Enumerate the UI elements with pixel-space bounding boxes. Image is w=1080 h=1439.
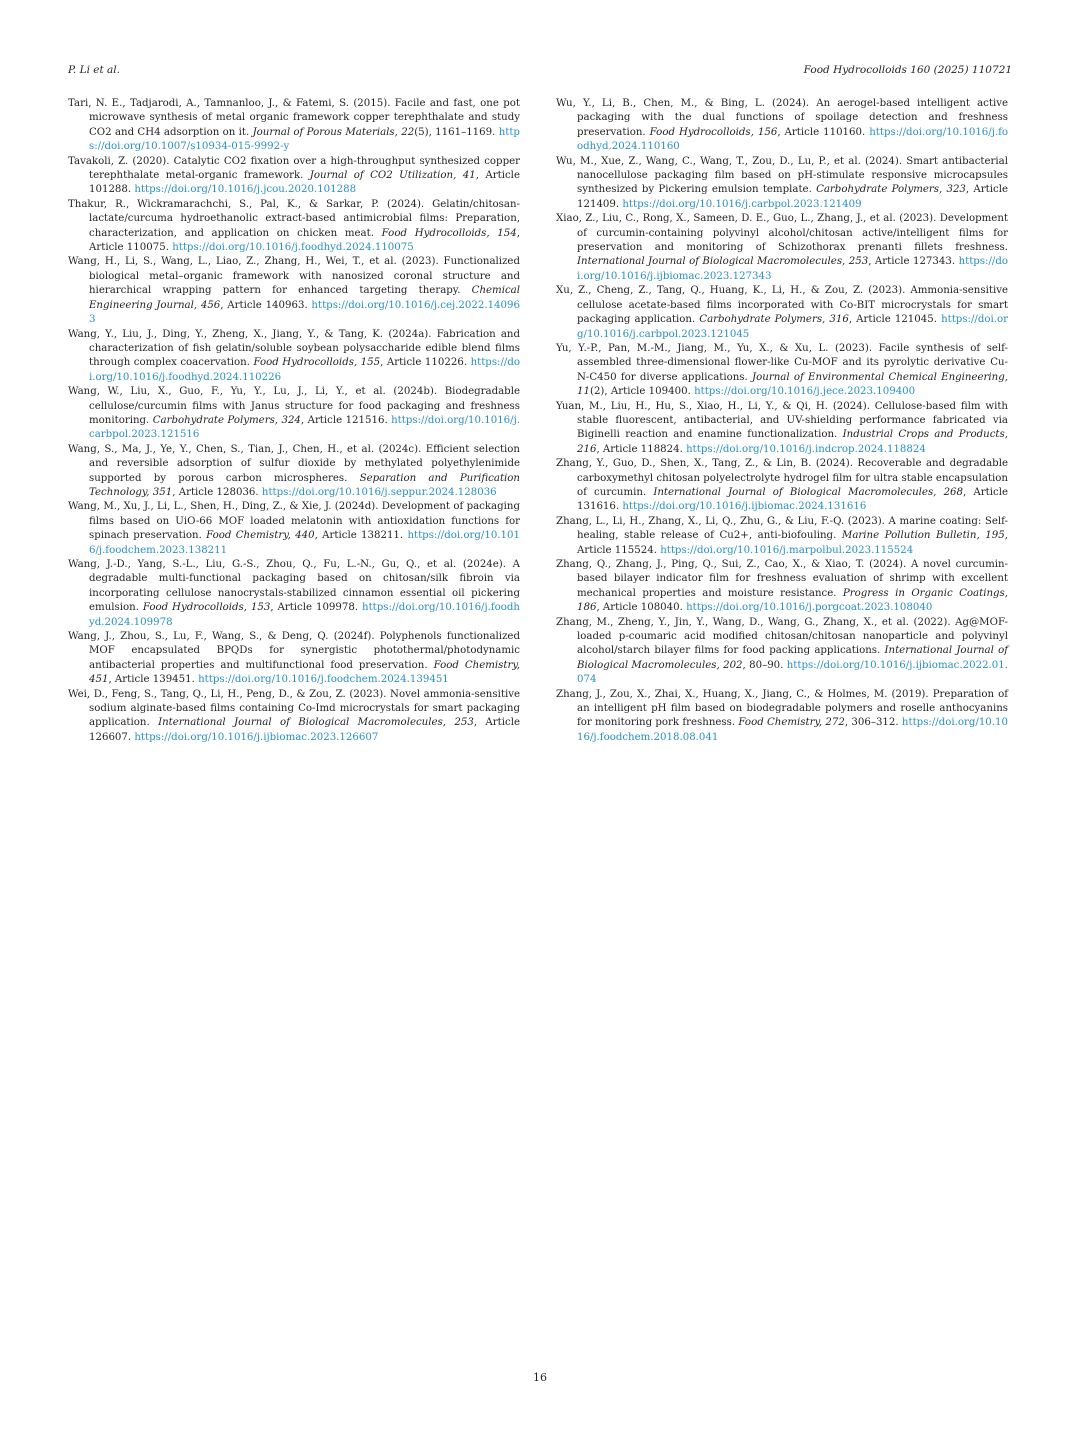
reference-doi-link[interactable]: https://doi.org/10.1016/j.jcou.2020.101288 xyxy=(134,184,357,196)
reference-authors-title: Yu, Y.-P., Pan, M.-M., Jiang, M., Yu, X., & Xu, L. (2023). Facile synthesis of self-assembled three-dimensional flower-like Cu-MOF and its pyrolytic derivative Cu-N-C450 for diverse applications. xyxy=(556,342,1008,383)
reference-doi-link[interactable]: https://doi.org/10.1016/j.foodchem.2023.138211 xyxy=(89,530,520,556)
reference-doi-link[interactable]: https://doi.org/10.1016/j.foodhyd.2024.110160 xyxy=(577,126,1009,153)
reference-pages: , Article 110160. xyxy=(777,126,870,138)
reference-entry xyxy=(68,328,520,386)
reference-authors-title: Zhang, L., Li, H., Zhang, X., Li, Q., Zhu, G., & Liu, F.-Q. (2023). A marine coating: Self-healing, stable release of Cu2+, anti-biofouling. xyxy=(556,515,1008,542)
reference-authors-title: Zhang, M., Zheng, Y., Jin, Y., Wang, D., Wang, G., Zhang, X., et al. (2022). Ag@MOF-loaded p-coumaric acid modified chitosan/chitosan nanoparticle and polyvinyl alcohol/starch bilayer films for food packing applications. xyxy=(556,616,1008,657)
reference-doi-link[interactable]: https://doi.org/10.1016/j.ijbiomac.2023.127343 xyxy=(577,256,1009,282)
reference-authors-title: Wang, W., Liu, X., Guo, F., Yu, Y., Lu, J., Li, Y., et al. (2024b). Biodegradable cellulose/curcumin films with Janus structure for food packaging and freshness monitoring. xyxy=(68,386,520,426)
reference-journal: Food Chemistry, 451 xyxy=(89,659,521,686)
reference-pages: , Article 126607. xyxy=(89,717,520,743)
reference-pages: , Article 127343. xyxy=(868,256,959,268)
reference-doi-link[interactable]: https://doi.org/10.1016/j.porgcoat.2023.108040 xyxy=(686,602,933,614)
reference-entry xyxy=(68,155,520,198)
reference-authors-title: Wang, H., Li, S., Wang, L., Liao, Z., Zhang, H., Wei, T., et al. (2023). Functionalized biological metal–organic framework with nanosized coronal structure and hierarchical wrapping pattern for enhanced targeting therapy. xyxy=(68,256,520,297)
reference-authors-title: Zhang, Q., Zhang, J., Ping, Q., Sui, Z., Cao, X., & Xiao, T. (2024). A novel curcumin-based bilayer indicator film for freshness evaluation of shrimp with excellent mechanical properties and moisture resistance. xyxy=(556,559,1008,599)
reference-entry xyxy=(556,688,1008,746)
reference-pages: , Article 121516. xyxy=(300,414,392,426)
reference-doi-link[interactable]: https://doi.org/10.1016/j.carbpol.2023.121516 xyxy=(89,414,520,441)
reference-entry xyxy=(68,688,520,746)
reference-doi-link[interactable]: https://doi.org/10.1016/j.foodchem.2024.139451 xyxy=(198,674,449,686)
page-number: 16 xyxy=(533,1371,547,1384)
reference-entry xyxy=(556,457,1008,515)
reference-authors-title: Zhang, J., Zou, X., Zhai, X., Huang, X., Jiang, C., & Holmes, M. (2019). Preparation of an intelligent pH film based on biodegradable polymers and roselle anthocyanins for monitoring pork freshness. xyxy=(556,688,1008,729)
reference-journal: Journal of Environmental Chemical Engineering, 11 xyxy=(577,371,1008,398)
reference-doi-link[interactable]: https://doi.org/10.1016/j.jece.2023.109400 xyxy=(694,386,916,398)
reference-entry xyxy=(556,616,1008,688)
reference-doi-link[interactable]: https://doi.org/10.1016/j.seppur.2024.128036 xyxy=(261,486,497,498)
reference-journal: Marine Pollution Bulletin, 195 xyxy=(841,530,1005,542)
reference-authors-title: Tavakoli, Z. (2020). Catalytic CO2 fixation over a high-throughput synthesized copper terephthalate metal-organic framework. xyxy=(68,155,520,182)
reference-journal: Carbohydrate Polymers, 316 xyxy=(699,314,849,326)
reference-authors-title: Thakur, R., Wickramarachchi, S., Pal, K., & Sarkar, P. (2024). Gelatin/chitosan-lactate/curcuma hydroethanolic extract-based antimicrobial films: Preparation, characterization, and application on chicken meat. xyxy=(68,198,520,239)
reference-journal: Chemical Engineering Journal, 456 xyxy=(89,285,520,311)
reference-doi-link[interactable]: https://doi.org/10.1016/j.ijbiomac.2023.126607 xyxy=(134,731,379,743)
reference-pages: , Article 140963. xyxy=(220,299,312,311)
reference-authors-title: Wang, S., Ma, J., Ye, Y., Chen, S., Tian, J., Chen, H., et al. (2024c). Efficient selection and reversible adsorption of sulfur dioxide by methylated polyethylenimide supported by porous carbon microspheres. xyxy=(68,443,520,484)
reference-journal: Carbohydrate Polymers, 324 xyxy=(152,414,301,426)
header-journal-citation: Food Hydrocolloids 160 (2025) 110721 xyxy=(803,64,1012,76)
reference-pages: (2), Article 109400. xyxy=(589,386,695,398)
reference-authors-title: Wu, Y., Li, B., Chen, M., & Bing, L. (2024). An aerogel-based intelligent active packaging with the dual functions of spoilage detection and freshness preservation. xyxy=(556,98,1008,138)
reference-pages: , Article 139451. xyxy=(108,674,199,686)
reference-doi-link[interactable]: https://doi.org/10.1016/j.foodchem.2018.08.041 xyxy=(577,717,1008,743)
reference-pages: , Article 110226. xyxy=(380,357,471,369)
reference-entry xyxy=(556,212,1008,284)
reference-pages: , 306–312. xyxy=(844,717,902,729)
reference-doi-link[interactable]: https://doi.org/10.1016/j.marpolbul.2023.115524 xyxy=(660,544,914,556)
reference-entry xyxy=(68,443,520,501)
reference-authors-title: Wei, D., Feng, S., Tang, Q., Li, H., Peng, D., & Zou, Z. (2023). Novel ammonia-sensitive sodium alginate-based films containing Co-Imd microcrystals for smart packaging application. xyxy=(68,688,520,729)
reference-pages: , 80–90. xyxy=(742,659,787,671)
reference-doi-link[interactable]: https://doi.org/10.1016/j.foodhyd.2024.109978 xyxy=(89,602,520,628)
reference-doi-link[interactable]: https://doi.org/10.1016/j.cej.2022.140963 xyxy=(89,299,520,326)
reference-authors-title: Wang, J., Zhou, S., Lu, F., Wang, S., & Deng, Q. (2024f). Polyphenols functionalized MOF encapsulated BPQDs for synergistic photothermal/photodynamic antibacterial properties and multifunctional food preservation. xyxy=(68,631,520,671)
reference-pages: , Article 138211. xyxy=(314,530,408,542)
reference-doi-link[interactable]: https://doi.org/10.1016/j.carbpol.2023.121409 xyxy=(622,198,862,210)
reference-entry xyxy=(556,155,1008,213)
reference-entry xyxy=(68,385,520,443)
reference-pages: , Article 115524. xyxy=(577,530,1009,556)
reference-entry xyxy=(68,630,520,688)
reference-doi-link[interactable]: https://doi.org/10.1016/j.indcrop.2024.118824 xyxy=(686,443,926,455)
reference-entry xyxy=(556,97,1008,155)
reference-doi-link[interactable]: https://doi.org/10.1016/j.ijbiomac.2024.131616 xyxy=(622,501,867,513)
reference-pages: , Article 121045. xyxy=(848,314,942,326)
reference-pages: , Article 118824. xyxy=(596,443,687,455)
reference-entry xyxy=(556,342,1008,400)
reference-pages: , Article 128036. xyxy=(172,486,262,498)
reference-authors-title: Zhang, Y., Guo, D., Shen, X., Tang, Z., & Lin, B. (2024). Recoverable and degradable carboxymethyl chitosan polyelectrolyte hydrogel film for ultra stable encapsulation of curcumin. xyxy=(556,458,1008,498)
reference-authors-title: Tari, N. E., Tadjarodi, A., Tamnanloo, J., & Fatemi, S. (2015). Facile and fast, one pot microwave synthesis of metal organic framework copper terephthalate and study CO2 and CH4 adsorption on it. xyxy=(68,98,520,138)
reference-entry xyxy=(68,198,520,256)
reference-journal: Journal of CO2 Utilization, 41 xyxy=(309,170,476,182)
reference-authors-title: Yuan, M., Liu, H., Hu, S., Xiao, H., Li, Y., & Qi, H. (2024). Cellulose-based film with stable fluorescent, antibacterial, and UV-shielding performance fabricated via Biginelli reaction and enamine functionalization. xyxy=(556,400,1008,441)
reference-journal: Journal of Porous Materials, 22 xyxy=(252,126,415,138)
reference-entry xyxy=(556,284,1008,342)
references-right-column xyxy=(556,97,1008,745)
reference-entry xyxy=(68,500,520,558)
references-left-column xyxy=(68,97,520,745)
reference-journal: Progress in Organic Coatings, 186 xyxy=(577,587,1008,614)
reference-authors-title: Wang, M., Xu, J., Li, L., Shen, H., Ding, Z., & Xie, J. (2024d). Development of packaging films based on UiO-66 MOF loaded melatonin with antioxidation functions for spinach preservation. xyxy=(68,501,520,542)
reference-authors-title: Wang, J.-D., Yang, S.-L., Liu, G.-S., Zhou, Q., Fu, L.-N., Gu, Q., et al. (2024e). A degradable multi-functional packaging based on chitosan/silk fibroin via incorporating cellulose nanocrystals-stabilized cinnamon essential oil pickering emulsion. xyxy=(68,559,520,614)
reference-journal: Separation and Purification Technology, 351 xyxy=(89,472,520,498)
reference-authors-title: Xiao, Z., Liu, C., Rong, X., Sameen, D. E., Guo, L., Zhang, J., et al. (2023). Development of curcumin-containing polyvinyl alcohol/chitosan active/intelligent films for preservation and monitoring of Schizothorax prenanti fillets freshness. xyxy=(556,213,1008,254)
header-authors: P. Li et al. xyxy=(68,64,121,76)
reference-entry xyxy=(556,558,1008,616)
reference-journal: Industrial Crops and Products, 216 xyxy=(577,429,1008,455)
reference-entry xyxy=(68,97,520,155)
reference-entry xyxy=(556,400,1008,458)
reference-pages: , Article 131616. xyxy=(577,486,1008,513)
reference-journal: Food Hydrocolloids, 156 xyxy=(649,126,778,138)
reference-journal: International Journal of Biological Macromolecules, 268 xyxy=(653,486,964,498)
reference-entry xyxy=(556,515,1008,558)
reference-journal: Food Hydrocolloids, 155 xyxy=(253,357,381,369)
reference-pages: , Article 101288. xyxy=(89,170,520,196)
reference-pages: , Article 110075. xyxy=(89,227,520,254)
reference-authors-title: Xu, Z., Cheng, Z., Tang, Q., Huang, K., Li, H., & Zou, Z. (2023). Ammonia-sensitive cellulose acetate-based films incorporated with Co-BIT microcrystals for smart packaging application. xyxy=(556,285,1008,326)
reference-journal: Food Hydrocolloids, 154 xyxy=(381,227,517,239)
reference-doi-link[interactable]: https://doi.org/10.1007/s10934-015-9992-y xyxy=(89,126,520,153)
reference-journal: Carbohydrate Polymers, 323 xyxy=(816,184,966,196)
reference-journal: Food Chemistry, 440 xyxy=(206,530,315,542)
reference-journal: International Journal of Biological Macromolecules, 202 xyxy=(577,645,1008,671)
reference-doi-link[interactable]: https://doi.org/10.1016/j.carbpol.2023.121045 xyxy=(577,314,1009,340)
reference-entry xyxy=(68,255,520,327)
reference-journal: Food Hydrocolloids, 153 xyxy=(142,602,271,614)
reference-authors-title: Wu, M., Xue, Z., Wang, C., Wang, T., Zou, D., Lu, P., et al. (2024). Smart antibacterial nanocellulose packaging film based on pH-stimulate responsive microcapsules synthesized by Pickering emulsion template. xyxy=(556,155,1008,196)
reference-journal: Food Chemistry, 272 xyxy=(738,717,845,729)
reference-journal: International Journal of Biological Macromolecules, 253 xyxy=(158,717,474,729)
running-header xyxy=(68,64,1012,80)
reference-pages: (5), 1161–1169. xyxy=(414,126,499,138)
reference-doi-link[interactable]: https://doi.org/10.1016/j.ijbiomac.2022.01.074 xyxy=(577,659,1008,686)
reference-pages: , Article 109978. xyxy=(270,602,363,614)
reference-journal: International Journal of Biological Macromolecules, 253 xyxy=(577,256,869,268)
reference-entry xyxy=(68,558,520,630)
reference-authors-title: Wang, Y., Liu, J., Ding, Y., Zheng, X., Jiang, Y., & Tang, K. (2024a). Fabrication and characterization of fish gelatin/soluble soybean polysaccharide edible blend films through complex coacervation. xyxy=(68,328,520,369)
reference-pages: , Article 108040. xyxy=(596,602,687,614)
reference-doi-link[interactable]: https://doi.org/10.1016/j.foodhyd.2024.110075 xyxy=(172,242,414,254)
reference-doi-link[interactable]: https://doi.org/10.1016/j.foodhyd.2024.110226 xyxy=(89,357,521,383)
reference-pages: , Article 121409. xyxy=(577,184,1008,210)
